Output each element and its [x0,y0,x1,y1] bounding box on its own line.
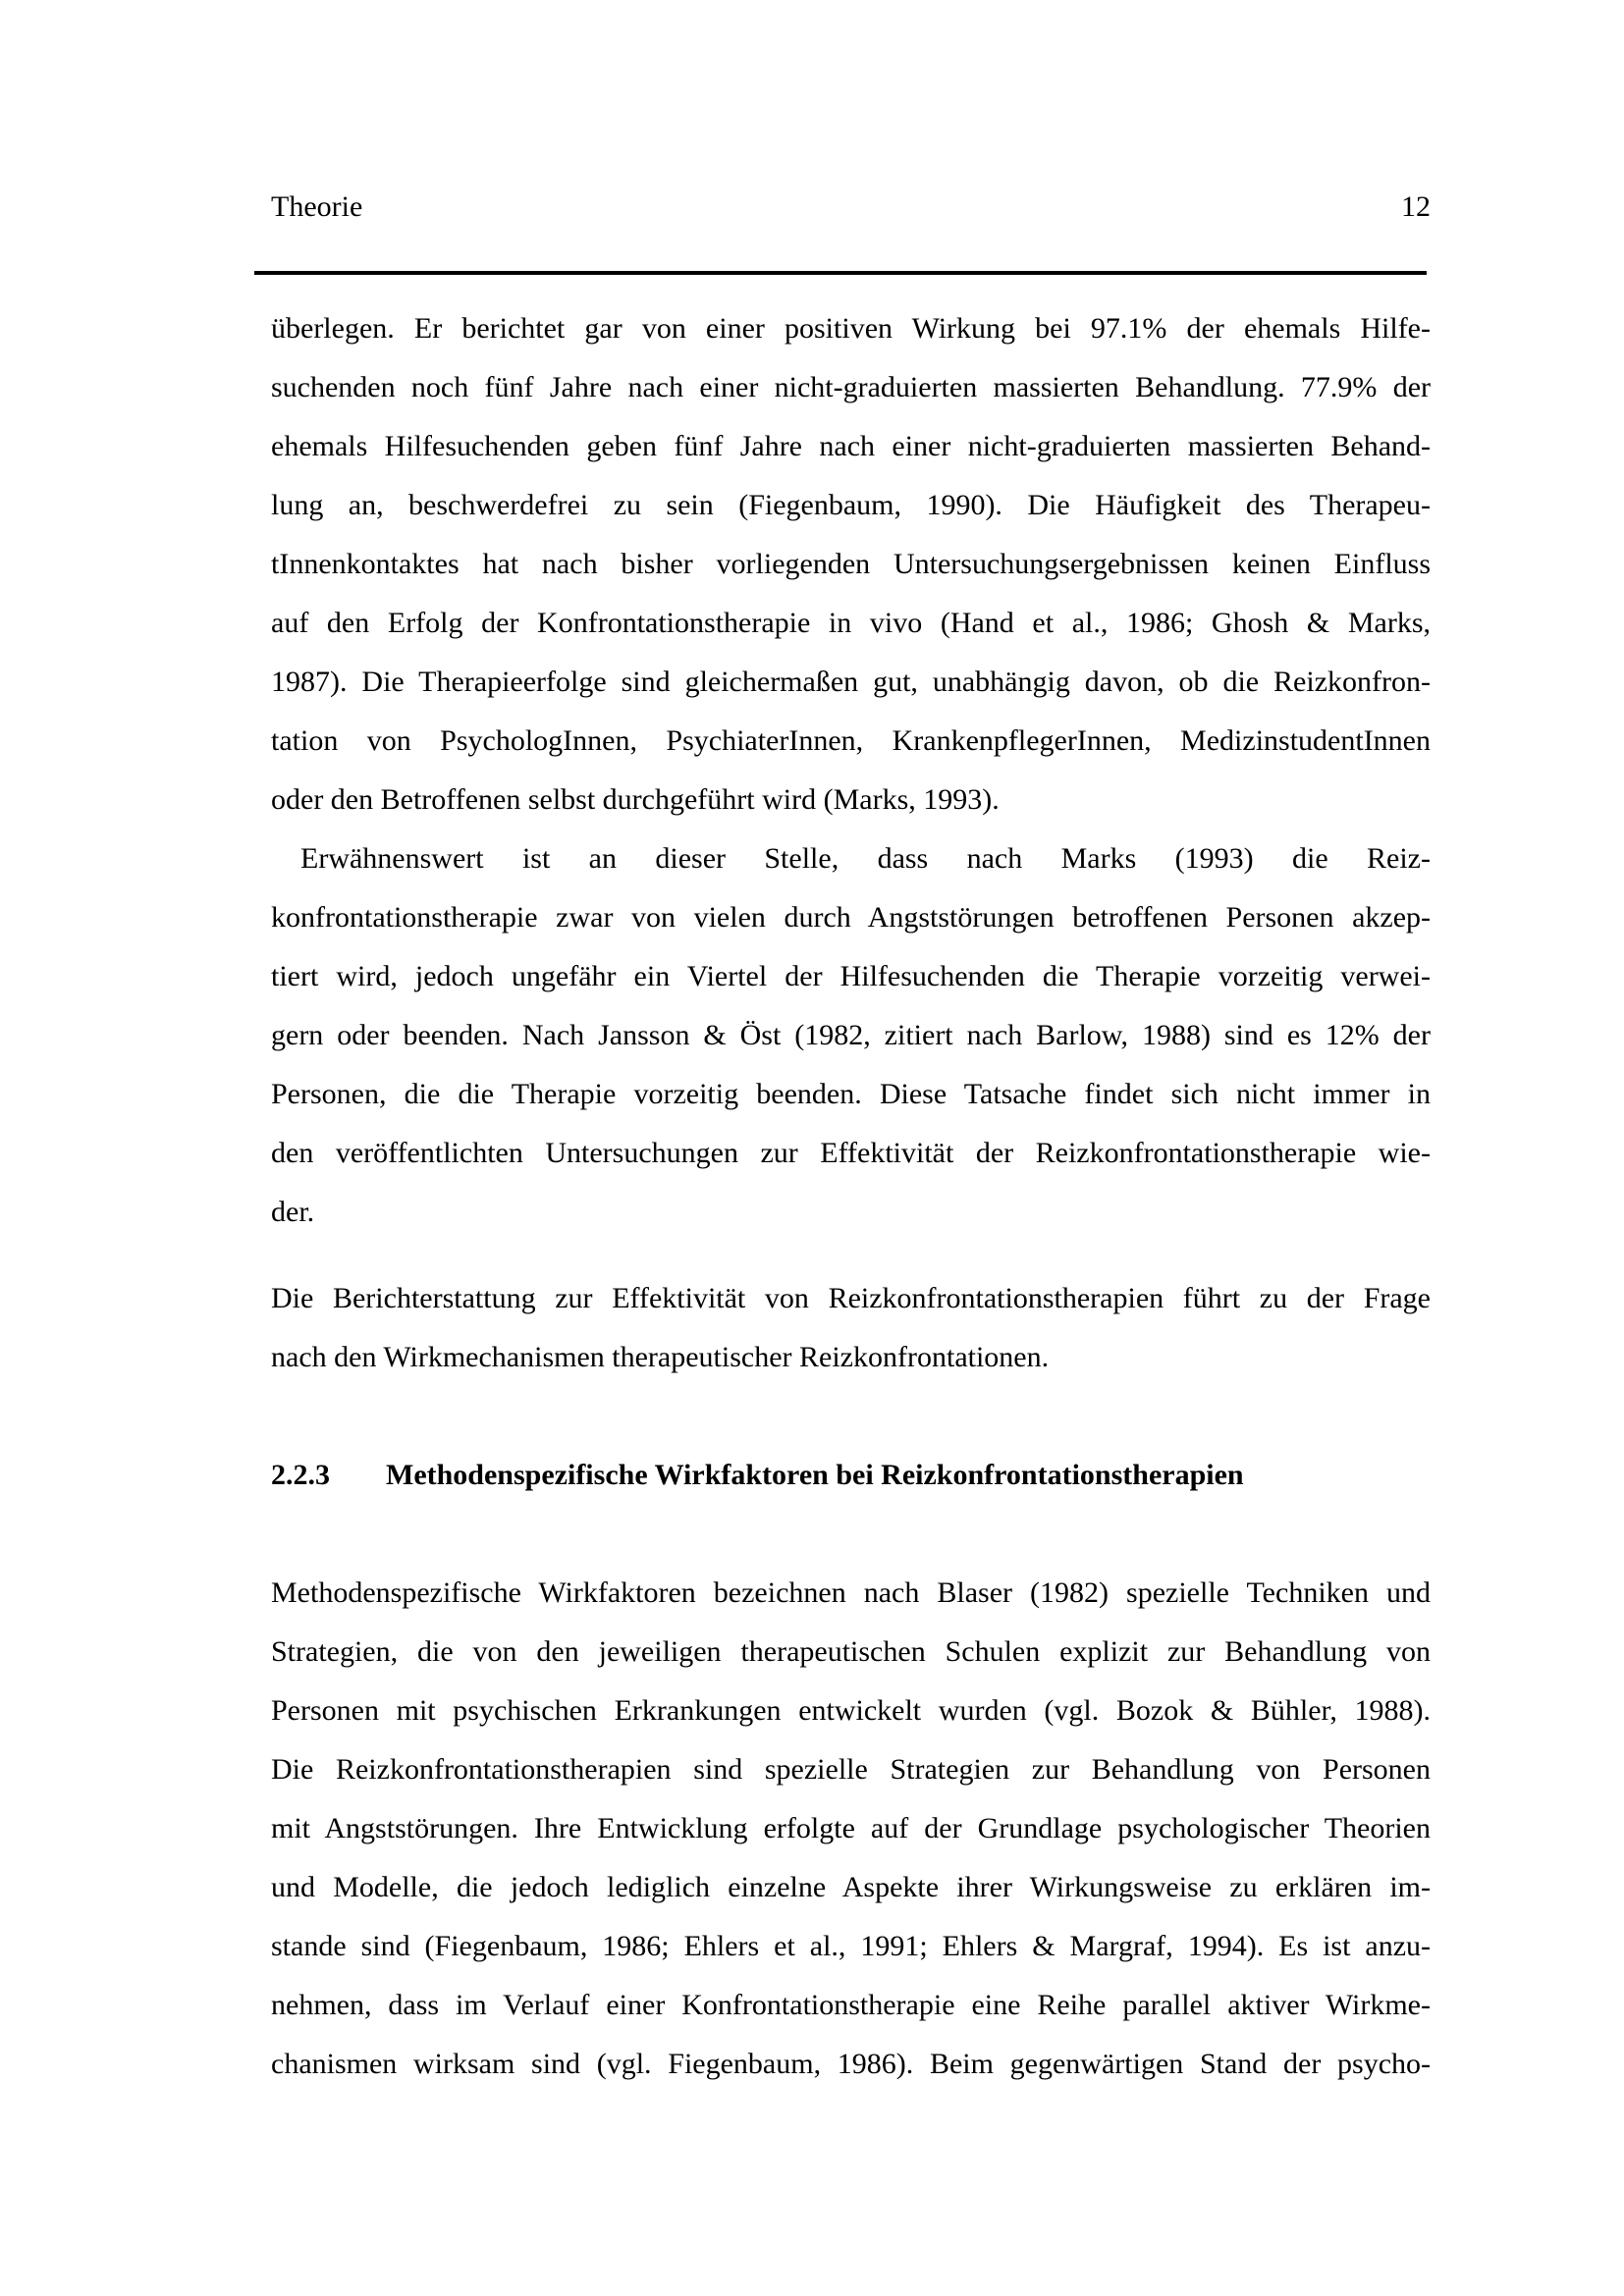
section-heading [271,1446,1431,1505]
section-number: 2.2.3 [271,1459,330,1491]
paragraph-1 [271,299,1431,829]
text-line: oder den Betroffenen selbst durchgeführt wird (Marks, 1993). [271,783,1000,816]
text-line: auf den Erfolg der Konfrontationstherapie in vivo (Hand et al., 1986; Ghosh & Marks, [271,607,1431,639]
text-line: mit Angststörungen. Ihre Entwicklung erfolgte auf der Grundlage psychologischer Theorien [271,1812,1431,1844]
text-line: der. [271,1196,315,1228]
text-line: den veröffentlichten Untersuchungen zur Effektivität der Reizkonfrontationstherapie wie- [271,1137,1431,1169]
text-line: gern oder beenden. Nach Jansson & Öst (1982, zitiert nach Barlow, 1988) sind es 12% der [271,1019,1431,1051]
paragraph-3 [271,1269,1431,1387]
running-title: Theorie [271,190,363,223]
section-title: Methodenspezifische Wirkfaktoren bei Reizkonfrontationstherapien [386,1459,1244,1491]
text-line: und Modelle, die jedoch lediglich einzelne Aspekte ihrer Wirkungsweise zu erklären im- [271,1871,1431,1903]
header-divider [254,271,1427,275]
text-line: Personen mit psychischen Erkrankungen entwickelt wurden (vgl. Bozok & Bühler, 1988). [271,1694,1431,1727]
text-line: suchenden noch fünf Jahre nach einer nicht-graduierten massierten Behandlung. 77.9% der [271,371,1431,403]
page-number: 12 [1401,190,1431,223]
text-line: Methodenspezifische Wirkfaktoren bezeichnen nach Blaser (1982) spezielle Techniken und [271,1576,1431,1609]
text-line: 1987). Die Therapieerfolge sind gleichermaßen gut, unabhängig davon, ob die Reizkonfron- [271,666,1431,698]
page-header [271,189,1431,225]
text-line: Strategien, die von den jeweiligen therapeutischen Schulen explizit zur Behandlung von [271,1635,1431,1668]
text-line: Die Reizkonfrontationstherapien sind spezielle Strategien zur Behandlung von Personen [271,1753,1431,1786]
text-line: Personen, die die Therapie vorzeitig beenden. Diese Tatsache findet sich nicht immer in [271,1078,1431,1110]
page-body [271,299,1431,2094]
text-line: ehemals Hilfesuchenden geben fünf Jahre nach einer nicht-graduierten massierten Behand- [271,430,1431,462]
text-line: chanismen wirksam sind (vgl. Fiegenbaum, 1986). Beim gegenwärtigen Stand der psycho- [271,2048,1431,2080]
text-line: konfrontationstherapie zwar von vielen durch Angststörungen betroffenen Personen akzep- [271,901,1431,934]
text-line: Die Berichterstattung zur Effektivität von Reizkonfrontationstherapien führt zu der Frage [271,1282,1431,1314]
text-line: überlegen. Er berichtet gar von einer positiven Wirkung bei 97.1% der ehemals Hilfe- [271,312,1431,345]
text-line: nach den Wirkmechanismen therapeutischer Reizkonfrontationen. [271,1341,1050,1373]
text-line: tiert wird, jedoch ungefähr ein Viertel der Hilfesuchenden die Therapie vorzeitig verwei- [271,960,1431,992]
paragraph-4 [271,1564,1431,2094]
text-line: stande sind (Fiegenbaum, 1986; Ehlers et al., 1991; Ehlers & Margraf, 1994). Es ist anzu- [271,1930,1431,1962]
text-line: tation von PsychologInnen, PsychiaterInnen, KrankenpflegerInnen, MedizinstudentInnen [271,724,1431,757]
text-line: lung an, beschwerdefrei zu sein (Fiegenbaum, 1990). Die Häufigkeit des Therapeu- [271,489,1431,521]
text-line: nehmen, dass im Verlauf einer Konfrontationstherapie eine Reihe parallel aktiver Wirkme- [271,1989,1431,2021]
text-line: Erwähnenswert ist an dieser Stelle, dass nach Marks (1993) die Reiz- [300,842,1431,875]
text-line: tInnenkontaktes hat nach bisher vorliegenden Untersuchungsergebnissen keinen Einfluss [271,548,1431,580]
paragraph-2 [271,829,1431,1242]
